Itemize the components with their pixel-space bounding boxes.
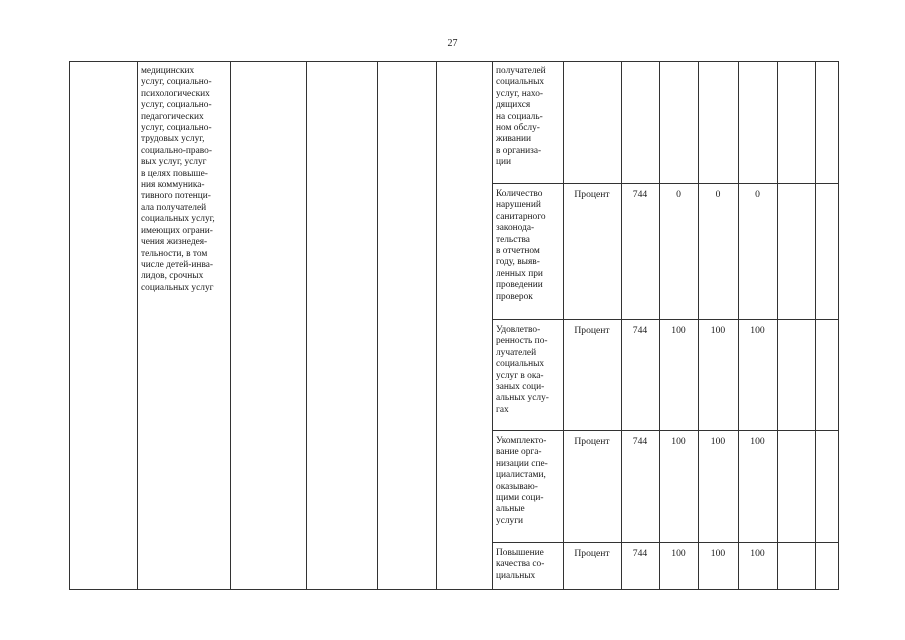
row-4-value-3: 100: [750, 436, 765, 447]
row-3-value-3: 100: [750, 325, 765, 336]
row-3-indicator: Удовлетво- ренность по- лучателей социальных услуг в ока- заных соци- альных услу- гах: [496, 325, 549, 415]
row-2-value-2: 0: [715, 189, 721, 200]
col-line-1: [137, 61, 138, 590]
row-4-unit: Процент: [574, 436, 610, 447]
row-separator-3: [492, 430, 839, 431]
row-4-value-2: 100: [710, 436, 726, 447]
row-separator-2: [492, 319, 839, 320]
row-5-unit: Процент: [574, 548, 610, 559]
row-2-indicator: Количество нарушений санитарного законода- тельства в отчетном году, выяв- ленных при проведении проверок: [496, 189, 546, 302]
row-2-unit: Процент: [574, 189, 610, 200]
col-line-0: [69, 61, 70, 590]
row-1-indicator: получателей социальных услуг, нахо- дящихся на социаль- ном обслу- живании в организа- ции: [496, 66, 546, 168]
row-2-value-3: 0: [755, 189, 760, 200]
row-5-value-2: 100: [710, 548, 726, 559]
col-line-5: [436, 61, 437, 590]
row-4-okei: 744: [632, 436, 648, 447]
table-top-border: [69, 61, 839, 62]
row-3-value-1: 100: [671, 325, 686, 336]
row-2-okei: 744: [632, 189, 648, 200]
col-line-12: [777, 61, 778, 590]
row-3-okei: 744: [632, 325, 648, 336]
page-number: 27: [447, 38, 458, 49]
row-4-indicator: Укомплекто- вание орга- низации спе- циалистами, оказываю- щими соци- альные услуги: [496, 436, 548, 526]
table-bottom-border: [69, 589, 839, 590]
col-line-6: [492, 61, 493, 590]
row-4-value-1: 100: [671, 436, 686, 447]
service-description: медицинских услуг, социально- психологических услуг, социально- педагогических услуг, социально- трудовых услуг, социально-право- вых услуг, услуг в целях повыше- ния коммуника- тивного потенци- ала получателей социальных услуг, имеющих ограни- чения жизнедея- тельности, в том числе детей-инва- лидов, срочных социальных услуг: [141, 66, 215, 293]
row-2-value-1: 0: [676, 189, 681, 200]
col-line-2: [230, 61, 231, 590]
col-line-4: [377, 61, 378, 590]
row-3-unit: Процент: [574, 325, 610, 336]
row-5-value-1: 100: [671, 548, 686, 559]
col-line-13: [815, 61, 816, 590]
row-5-value-3: 100: [750, 548, 765, 559]
row-separator-1: [492, 183, 839, 184]
col-line-3: [306, 61, 307, 590]
row-5-okei: 744: [632, 548, 648, 559]
col-line-14: [838, 61, 839, 590]
row-5-indicator: Повышение качества со- циальных: [496, 548, 545, 581]
row-separator-4: [492, 542, 839, 543]
row-3-value-2: 100: [710, 325, 726, 336]
